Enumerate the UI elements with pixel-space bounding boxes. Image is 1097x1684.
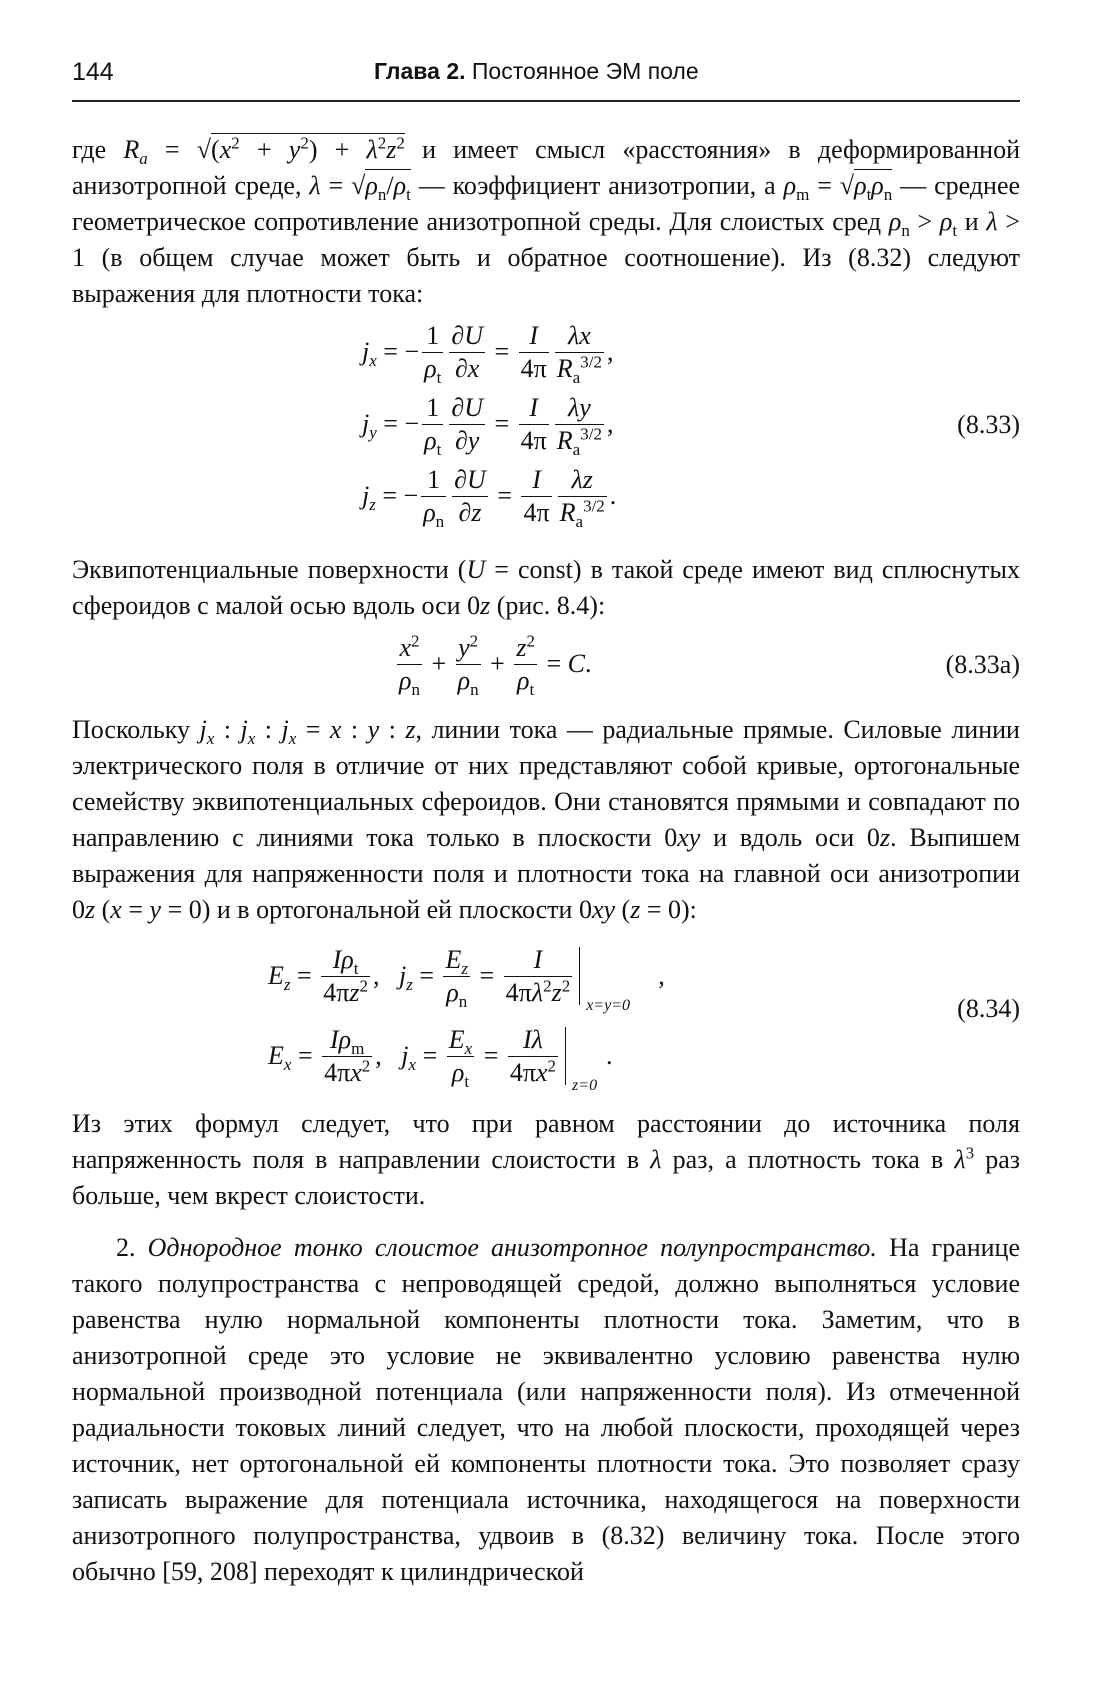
equation-8-33a: $\frac{x^2}{\rho_n}$ + $\frac{y^2}{\rho_n}$ + $\frac{z^2}{\rho_t}$ = C . (8.33a) (399, 630, 1020, 699)
paragraph-1: где $R_a = √(x^2 + y^2) + \lambda^2z^2$ и имеет смысл «расстояния» в деформированной анизотропной среде, $\lambda = √\rho_n/\rho_t$ — коэффициент анизотропии, а $\rho_m = √\rho_t\rho_n$ — среднее геометрическое сопротивление анизотропной среды. Для слоистых сред $\rho_n > \rho_t$ и λ > 1 (в общем случае может быть и обратное соотношение). Из (8.32) следуют выражения для плотности тока: (72, 133, 1021, 308)
equation-number: (8.33a) (945, 650, 1020, 679)
equation-8-33: $j_x$ = − $\frac{1}{\rho_t}$ $\frac{\partial U}{\partial x}$ = $\frac{I}{4\pi}$ $\frac{\lambda x}{R_a^{3/2}}$ , $j_y$ = − $\frac{1}{\rho_t}$ $\frac{\partial U}{\partial y}$ = $\frac{I}{4\pi}$ $\frac{\lambda y}{R_a^{3/2}}$ , $j_z$ = − $\frac{1}{\rho_n}$ $\frac{\partial U}{\partial z}$ = $\frac{I}{4\pi}$ $\frac{\lambda z}{R_a^{3/2}}$ . (8.33) (362, 320, 1020, 531)
equation-number: (8.34) (957, 994, 1020, 1023)
page-number: 144 (72, 58, 114, 86)
running-header (72, 56, 1020, 102)
paragraph-5: 2. Однородное тонко слоистое анизотропное полупространство. На границе такого полупространства с непроводящей средой, должно выполняться условие равенства нулю нормальной компоненты плотности тока. Заметим, что в анизотропной среде это условие не эквивалентно условию равенства нулю нормальной производной потенциала (или напряженности поля). Из отмеченной радиальности токовых линий следует, что на любой плоскости, проходящей через источник, нет ортогональной ей компоненты плотности тока. Это позволяет сразу записать выражение для потенциала источника, находящегося на поверхности анизотропного полупространства, удвоив в (8.32) величину тока. После этого обычно [59, 208] переходят к цилиндрической (72, 1233, 1021, 1586)
equation-8-34: $E_z$ = $\frac{I\rho_t}{4\pi z^2}$ , $j_z$ = $\frac{E_z}{\rho_n}$ = $\frac{I}{4\pi\lambda^2z^2}$ x=y=0 , $E_x$ = $\frac{I\rho_m}{4\pi x^2}$ , $j_x$ = $\frac{E_x}{\rho_t}$ = $\frac{I\lambda}{4\pi x^2}$ z=0 . (8.34) (268, 944, 1020, 1094)
section-heading: Однородное тонко слоистое анизотропное полупространство. (147, 1233, 877, 1262)
chapter-name: Постоянное ЭМ поле (471, 58, 699, 84)
chapter-title (374, 58, 699, 85)
paragraph-2: Эквипотенциальные поверхности (U = const) в такой среде имеют вид сплюснутых сфероидов с малой осью вдоль оси 0z (рис. 8.4): (72, 555, 1021, 620)
page (72, 56, 1020, 1590)
chapter-label: Глава 2. (374, 58, 466, 84)
equation-number: (8.33) (957, 410, 1020, 439)
paragraph-4: Из этих формул следует, что при равном расстоянии до источника поля напряженность поля в направлении слоистости в λ раз, а плотность тока в $\lambda^3$ раз больше, чем вкрест слоистости. (72, 1109, 1021, 1210)
paragraph-3: Поскольку $j_x$ : $j_x$ : $j_x = x$ : y : z, линии тока — радиальные прямые. Силовые линии электрического поля в отличие от них представляют собой кривые, ортогональные семейству эквипотенциальных сфероидов. Они становятся прямыми и совпадают по направлению с линиями тока только в плоскости 0xy и вдоль оси 0z. Выпишем выражения для напряженности поля и плотности тока на главной оси анизотропии 0z (x = y = 0) и в ортогональной ей плоскости 0xy (z = 0): (72, 715, 1021, 924)
